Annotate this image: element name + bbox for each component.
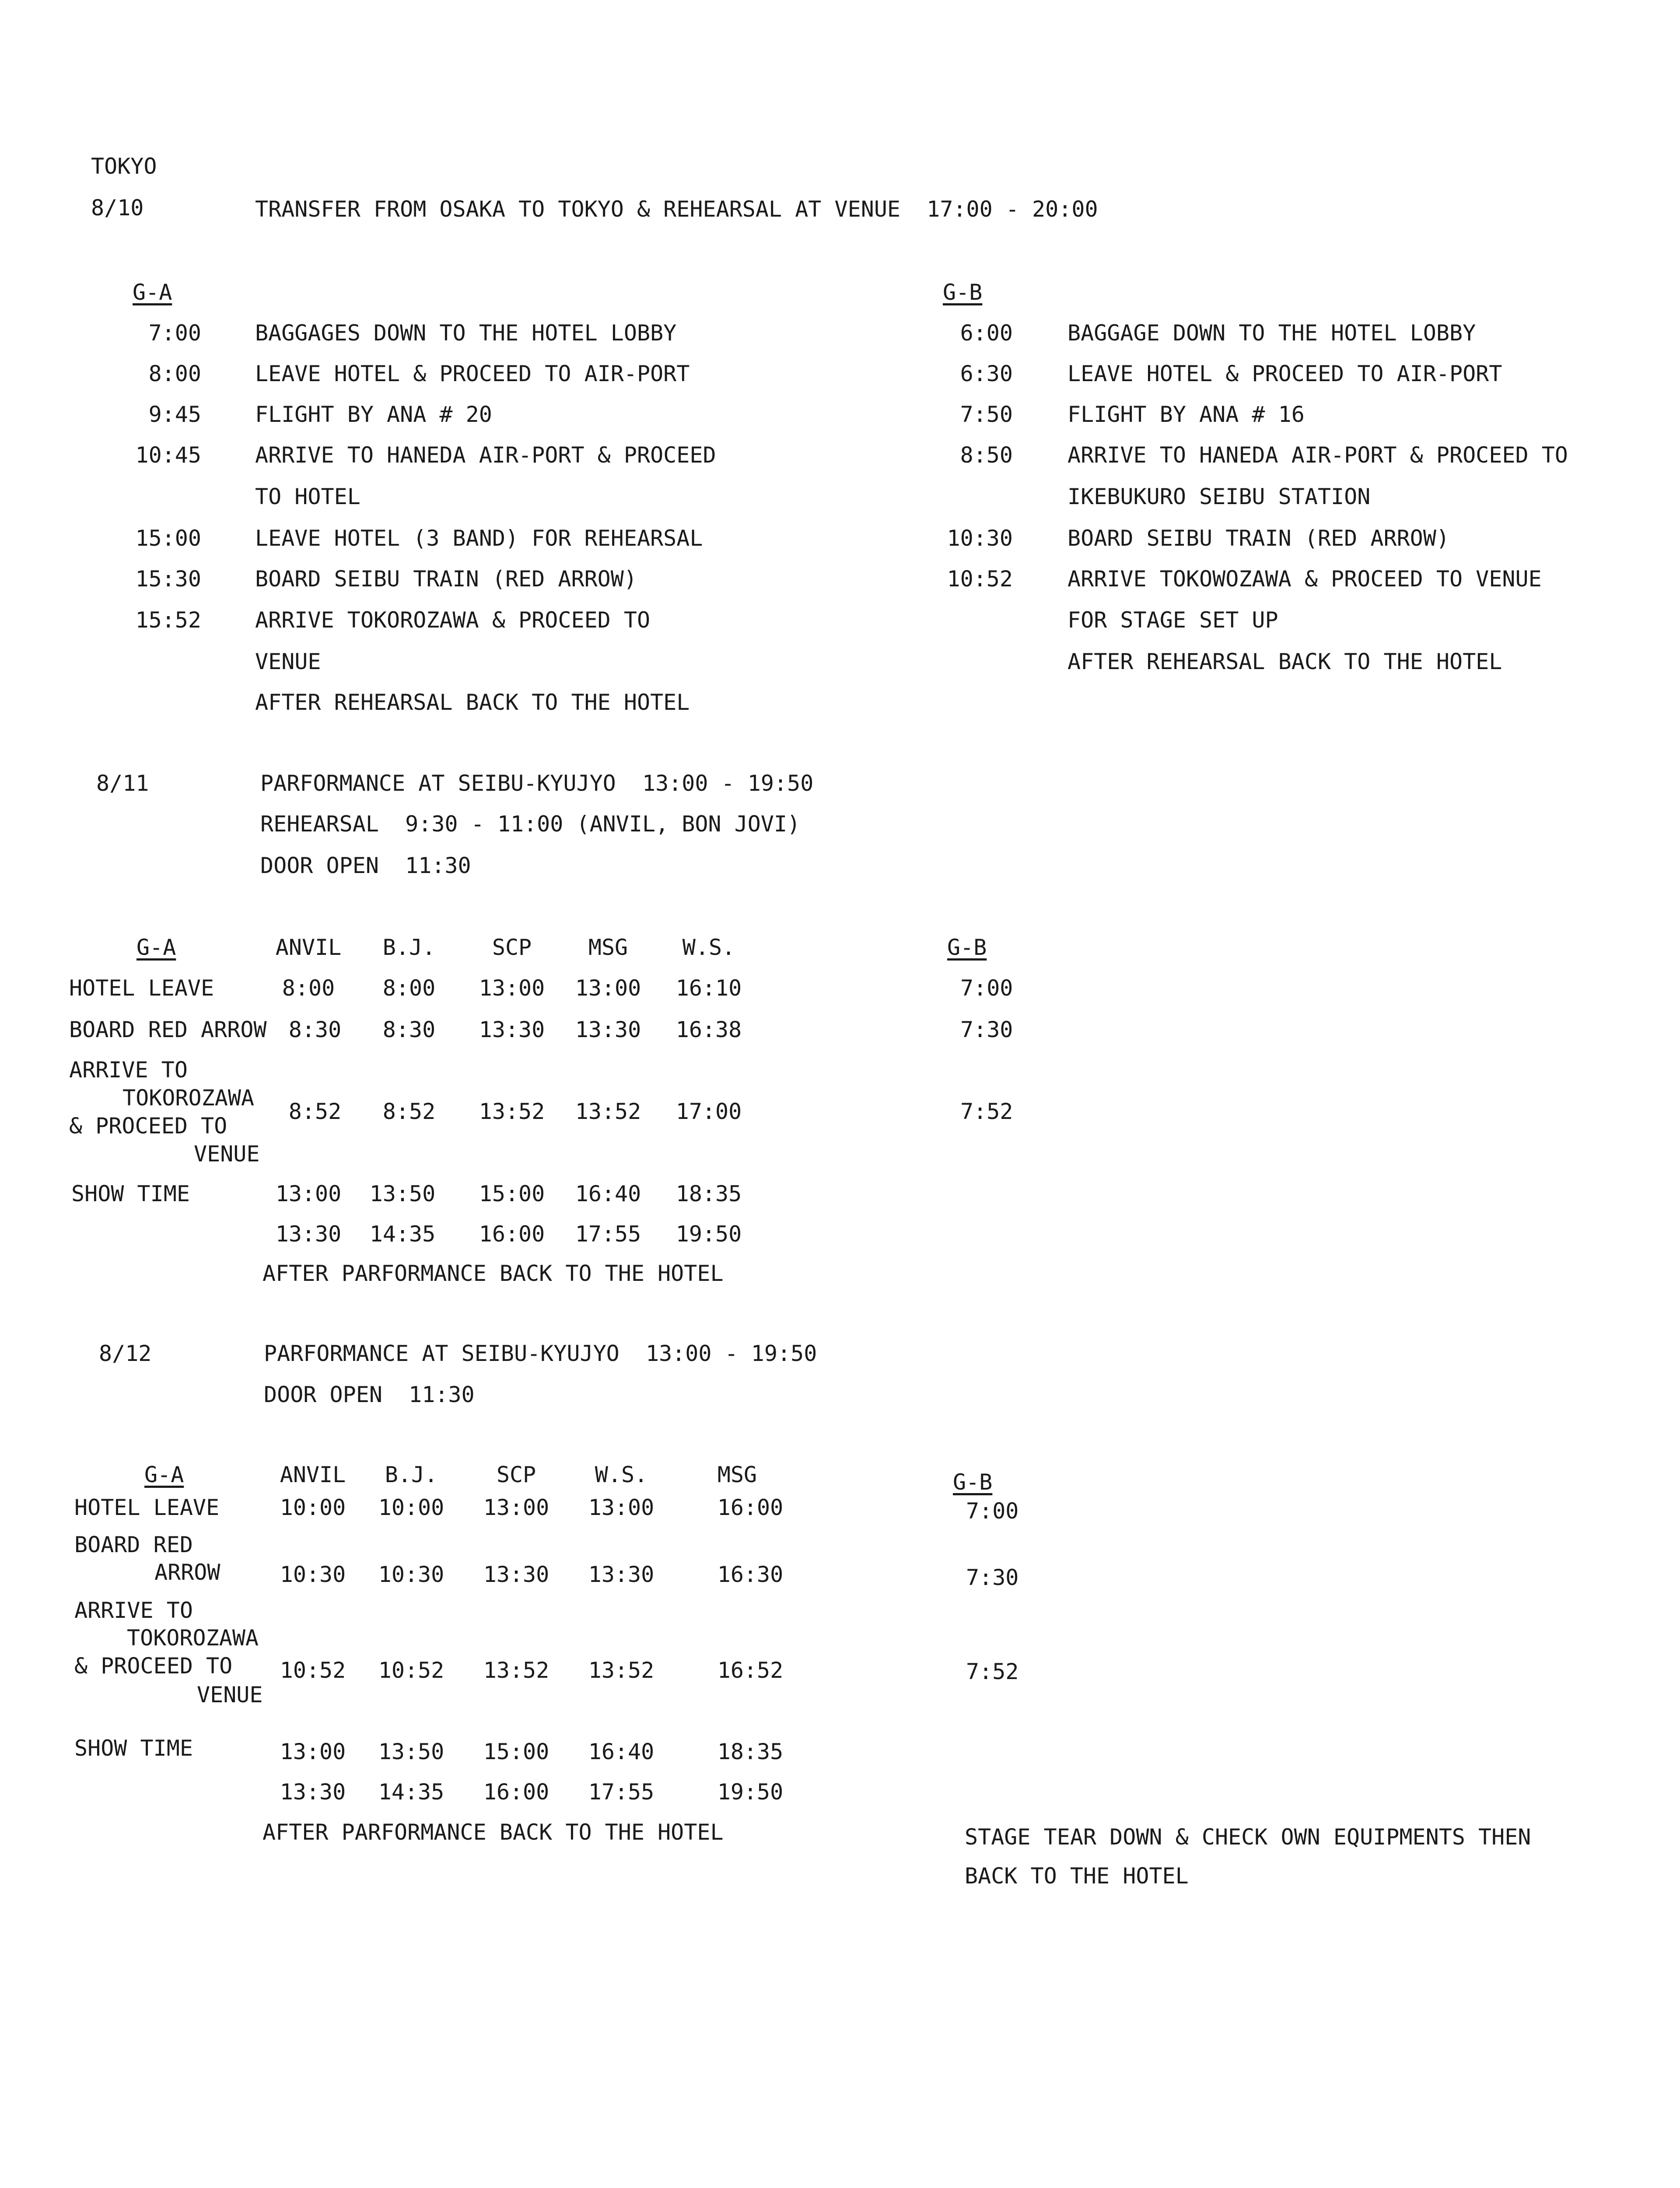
day1-gb-text: BOARD SEIBU TRAIN (RED ARROW) xyxy=(1068,526,1449,551)
day2-gb-cell: 7:30 xyxy=(960,1017,1013,1042)
day1-ga-text: AFTER REHEARSAL BACK TO THE HOTEL xyxy=(255,690,690,715)
day2-row-label-show: SHOW TIME xyxy=(71,1181,190,1206)
day1-gb-text: LEAVE HOTEL & PROCEED TO AIR-PORT xyxy=(1068,361,1502,386)
day3-cell: 13:00 xyxy=(280,1739,346,1764)
day2-gb-label: G-B xyxy=(947,935,987,960)
day3-gb-cell: 7:30 xyxy=(966,1565,1019,1590)
day1-ga-time: 15:00 xyxy=(135,526,201,551)
day1-gb-time: 10:52 xyxy=(947,566,1013,592)
day2-cell: 13:00 xyxy=(479,975,545,1001)
day1-gb-text: AFTER REHEARSAL BACK TO THE HOTEL xyxy=(1068,649,1502,674)
day3-gb-note: BACK TO THE HOTEL xyxy=(965,1863,1189,1889)
day3-col-header: ANVIL xyxy=(280,1462,346,1487)
day3-row-label-hotel: HOTEL LEAVE xyxy=(74,1495,220,1520)
day1-ga-text: ARRIVE TOKOROZAWA & PROCEED TO xyxy=(255,607,651,633)
day3-cell: 13:52 xyxy=(588,1658,654,1683)
day3-cell: 16:00 xyxy=(483,1779,550,1805)
day2-cell: 17:00 xyxy=(676,1099,742,1124)
day2-gb-cell: 7:00 xyxy=(960,975,1013,1001)
day2-cell: 16:00 xyxy=(479,1221,545,1247)
day1-gb-text: IKEBUKURO SEIBU STATION xyxy=(1068,484,1371,509)
day2-cell: 13:00 xyxy=(575,975,641,1001)
day2-cell: 17:55 xyxy=(575,1221,641,1247)
day3-line: DOOR OPEN 11:30 xyxy=(264,1382,475,1407)
day1-gb-label: G-B xyxy=(943,280,983,305)
day2-cell: 8:52 xyxy=(382,1099,436,1124)
day2-row-label-arrive: & PROCEED TO xyxy=(69,1113,228,1139)
day1-gb-text: FLIGHT BY ANA # 16 xyxy=(1068,402,1305,427)
day3-row-label-board: ARROW xyxy=(154,1560,220,1585)
day2-col-header: MSG xyxy=(588,935,628,960)
day3-cell: 10:30 xyxy=(280,1562,346,1587)
day2-ga-label: G-A xyxy=(136,935,176,960)
day3-cell: 16:52 xyxy=(717,1658,784,1683)
day1-gb-time: 6:00 xyxy=(960,320,1013,346)
day1-gb-time: 7:50 xyxy=(960,402,1013,427)
day2-cell: 8:52 xyxy=(288,1099,342,1124)
day3-gb-cell: 7:52 xyxy=(966,1659,1019,1684)
day1-ga-text: LEAVE HOTEL & PROCEED TO AIR-PORT xyxy=(255,361,690,386)
day1-description: TRANSFER FROM OSAKA TO TOKYO & REHEARSAL AT VENUE 17:00 - 20:00 xyxy=(255,196,1098,222)
day2-cell: 13:52 xyxy=(575,1099,641,1124)
day2-cell: 8:30 xyxy=(382,1017,436,1042)
day1-ga-text: FLIGHT BY ANA # 20 xyxy=(255,402,492,427)
day3-row-label-arrive: & PROCEED TO xyxy=(74,1653,233,1679)
day2-cell: 13:30 xyxy=(479,1017,545,1042)
day2-col-header: W.S. xyxy=(682,935,735,960)
day3-cell: 16:00 xyxy=(717,1495,784,1520)
day3-gb-label: G-B xyxy=(953,1469,993,1495)
day3-cell: 13:30 xyxy=(483,1562,550,1587)
day3-date: 8/12 xyxy=(99,1341,152,1366)
day3-cell: 19:50 xyxy=(717,1779,784,1805)
day2-cell: 14:35 xyxy=(369,1221,436,1247)
day3-cell: 10:52 xyxy=(280,1658,346,1683)
day2-line: PARFORMANCE AT SEIBU-KYUJYO 13:00 - 19:50 xyxy=(260,771,814,796)
day2-cell: 18:35 xyxy=(676,1181,742,1206)
day3-gb-cell: 7:00 xyxy=(966,1498,1019,1524)
day1-ga-label: G-A xyxy=(133,280,172,305)
day1-ga-time: 7:00 xyxy=(148,320,201,346)
day2-col-header: ANVIL xyxy=(275,935,342,960)
day2-cell: 13:30 xyxy=(275,1221,342,1247)
day2-row-label-arrive: ARRIVE TO xyxy=(69,1057,188,1083)
day2-date: 8/11 xyxy=(96,771,149,796)
day1-gb-text: FOR STAGE SET UP xyxy=(1068,607,1278,633)
day2-cell: 8:00 xyxy=(282,975,335,1001)
day3-row-label-arrive: TOKOROZAWA xyxy=(127,1625,259,1651)
day1-ga-time: 9:45 xyxy=(148,402,201,427)
day1-ga-text: BOARD SEIBU TRAIN (RED ARROW) xyxy=(255,566,637,592)
city-heading: TOKYO xyxy=(91,154,157,179)
day1-gb-time: 10:30 xyxy=(947,526,1013,551)
day1-ga-time: 8:00 xyxy=(148,361,201,386)
day2-row-label-arrive: VENUE xyxy=(194,1141,260,1167)
day1-gb-time: 8:50 xyxy=(960,442,1013,468)
day3-cell: 14:35 xyxy=(378,1779,444,1805)
day3-line: PARFORMANCE AT SEIBU-KYUJYO 13:00 - 19:50 xyxy=(264,1341,817,1366)
day2-cell: 8:00 xyxy=(382,975,436,1001)
day1-ga-text: LEAVE HOTEL (3 BAND) FOR REHEARSAL xyxy=(255,526,703,551)
day3-cell: 13:30 xyxy=(280,1779,346,1805)
day3-row-label-board: BOARD RED xyxy=(74,1532,193,1557)
day3-cell: 13:00 xyxy=(588,1495,654,1520)
day3-col-header: SCP xyxy=(496,1462,536,1487)
day2-after-note: AFTER PARFORMANCE BACK TO THE HOTEL xyxy=(262,1261,724,1286)
day2-cell: 13:00 xyxy=(275,1181,342,1206)
day3-cell: 13:30 xyxy=(588,1562,654,1587)
day2-cell: 16:10 xyxy=(676,975,742,1001)
day3-after-note: AFTER PARFORMANCE BACK TO THE HOTEL xyxy=(262,1820,724,1845)
day1-gb-text: ARRIVE TO HANEDA AIR-PORT & PROCEED TO xyxy=(1068,442,1568,468)
day1-gb-text: ARRIVE TOKOWOZAWA & PROCEED TO VENUE xyxy=(1068,566,1542,592)
day2-row-label-board: BOARD RED ARROW xyxy=(69,1017,267,1042)
day2-cell: 19:50 xyxy=(676,1221,742,1247)
day2-cell: 13:50 xyxy=(369,1181,436,1206)
day1-ga-time: 10:45 xyxy=(135,442,201,468)
day2-line: REHEARSAL 9:30 - 11:00 (ANVIL, BON JOVI) xyxy=(260,811,801,837)
day2-row-label-arrive: TOKOROZAWA xyxy=(122,1085,255,1111)
day2-col-header: B.J. xyxy=(382,935,436,960)
day2-col-header: SCP xyxy=(492,935,532,960)
day3-cell: 18:35 xyxy=(717,1739,784,1764)
day1-date: 8/10 xyxy=(91,195,144,221)
day3-row-label-arrive: VENUE xyxy=(197,1682,263,1708)
day2-cell: 8:30 xyxy=(288,1017,342,1042)
day2-cell: 15:00 xyxy=(479,1181,545,1206)
day1-ga-time: 15:30 xyxy=(135,566,201,592)
day3-cell: 13:52 xyxy=(483,1658,550,1683)
day1-gb-text: BAGGAGE DOWN TO THE HOTEL LOBBY xyxy=(1068,320,1476,346)
day3-col-header: B.J. xyxy=(385,1462,438,1487)
day3-cell: 17:55 xyxy=(588,1779,654,1805)
day3-cell: 10:00 xyxy=(280,1495,346,1520)
day3-row-label-show: SHOW TIME xyxy=(74,1736,193,1761)
day3-cell: 10:00 xyxy=(378,1495,444,1520)
day3-col-header: MSG xyxy=(717,1462,757,1487)
day3-cell: 13:00 xyxy=(483,1495,550,1520)
day3-gb-note: STAGE TEAR DOWN & CHECK OWN EQUIPMENTS THEN xyxy=(965,1824,1531,1850)
day1-ga-text: BAGGAGES DOWN TO THE HOTEL LOBBY xyxy=(255,320,677,346)
day3-cell: 16:40 xyxy=(588,1739,654,1764)
day2-cell: 16:38 xyxy=(676,1017,742,1042)
day1-ga-text: VENUE xyxy=(255,649,321,674)
day2-gb-cell: 7:52 xyxy=(960,1099,1013,1124)
day2-cell: 13:30 xyxy=(575,1017,641,1042)
day2-row-label-hotel: HOTEL LEAVE xyxy=(69,975,214,1001)
day2-cell: 13:52 xyxy=(479,1099,545,1124)
day2-line: DOOR OPEN 11:30 xyxy=(260,853,471,878)
day3-cell: 10:52 xyxy=(378,1658,444,1683)
day3-cell: 15:00 xyxy=(483,1739,550,1764)
day2-cell: 16:40 xyxy=(575,1181,641,1206)
day1-ga-text: ARRIVE TO HANEDA AIR-PORT & PROCEED xyxy=(255,442,716,468)
day3-cell: 10:30 xyxy=(378,1562,444,1587)
day3-ga-label: G-A xyxy=(144,1462,184,1487)
day3-row-label-arrive: ARRIVE TO xyxy=(74,1598,193,1623)
day1-ga-text: TO HOTEL xyxy=(255,484,360,509)
day3-col-header: W.S. xyxy=(595,1462,648,1487)
day1-ga-time: 15:52 xyxy=(135,607,201,633)
day3-cell: 13:50 xyxy=(378,1739,444,1764)
day3-cell: 16:30 xyxy=(717,1562,784,1587)
day1-gb-time: 6:30 xyxy=(960,361,1013,386)
